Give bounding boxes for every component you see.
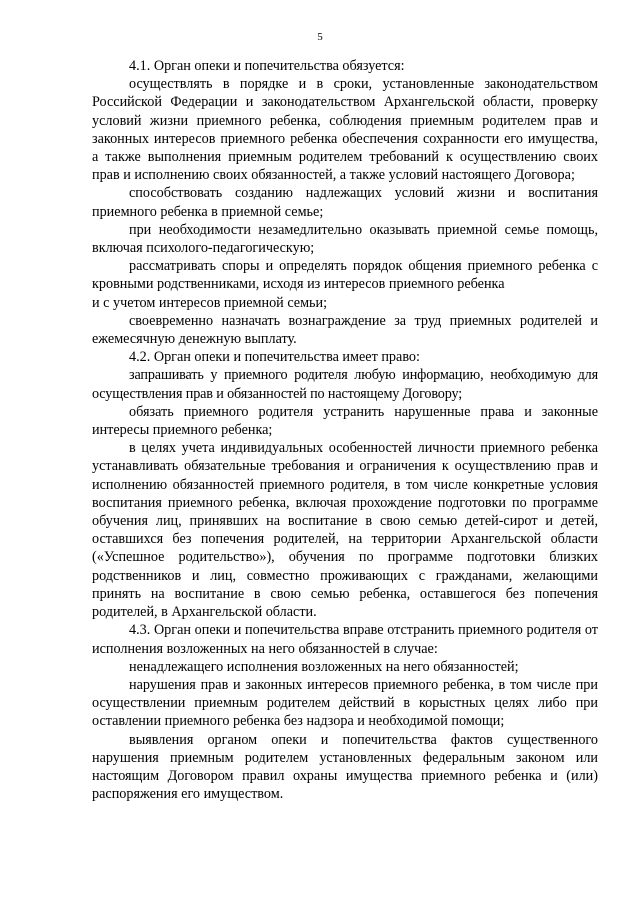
paragraph: рассматривать споры и определять порядок общения приемного ребенка с кровными родственниками, исходя из интересов приемного ребенка bbox=[92, 258, 598, 293]
section-heading-4-3: 4.3. Орган опеки и попечительства вправе отстранить приемного родителя от исполнения возложенных на него обязанностей в случае: bbox=[92, 622, 598, 657]
paragraph: в целях учета индивидуальных особенностей личности приемного ребенка устанавливать обязательные требования и ограничения к осуществлению прав и исполнению обязанностей приемного родителя, в том числе конкретные условия воспитания приемного ребенка, включая прохождение подготовки по программе обучения лиц, принявших на воспитание в свою семью детей-сирот и детей, оставшихся без попечения родителей, на территории Архангельской области («Успешное родительство»), обучения по программе подготовки близких родственников и лиц, совместно проживающих с гражданами, желающими принять на воспитание в свою семью ребенка, оставшегося без попечения родителей, в Архангельской области. bbox=[92, 440, 598, 621]
paragraph: запрашивать у приемного родителя любую информацию, необходимую для осуществления прав и обязанностей по настоящему Договору; bbox=[92, 367, 598, 402]
paragraph: выявления органом опеки и попечительства фактов существенного нарушения приемным родителем установленных федеральным законом или настоящим Договором правил охраны имущества приемного ребенка и (или) распоряжения его имуществом. bbox=[92, 731, 598, 803]
document-body bbox=[92, 57, 598, 803]
paragraph: способствовать созданию надлежащих условий жизни и воспитания приемного ребенка в приемной семье; bbox=[92, 185, 598, 220]
paragraph: и с учетом интересов приемной семьи; bbox=[92, 294, 328, 311]
paragraph: нарушения прав и законных интересов приемного ребенка, в том числе при осуществлении приемным родителем действий в корыстных целях либо при оставлении приемного ребенка без надзора и необходимой помощи; bbox=[92, 676, 598, 730]
section-heading-4-1: 4.1. Орган опеки и попечительства обязуется: bbox=[129, 58, 405, 74]
page-number: 5 bbox=[317, 31, 323, 43]
paragraph: обязать приемного родителя устранить нарушенные права и законные интересы приемного ребенка; bbox=[92, 403, 598, 439]
paragraph: осуществлять в порядке и в сроки, установленные законодательством Российской Федерации и законодательством Архангельской области, проверку условий жизни приемного ребенка, соблюдения приемным родителем прав и законных интересов приемного ребенка обеспечения сохранности его имущества, а также выполнения приемным родителем требований к осуществлению своих прав и исполнению своих обязанностей, а также условий настоящего Договора; bbox=[92, 76, 598, 184]
paragraph: своевременно назначать вознаграждение за труд приемных родителей и ежемесячную денежную выплату. bbox=[92, 312, 598, 348]
paragraph: при необходимости незамедлительно оказывать приемной семье помощь, включая психолого-педагогическую; bbox=[92, 221, 598, 257]
paragraph: ненадлежащего исполнения возложенных на него обязанностей; bbox=[129, 658, 519, 675]
section-heading-4-2: 4.2. Орган опеки и попечительства имеет право: bbox=[129, 349, 420, 366]
